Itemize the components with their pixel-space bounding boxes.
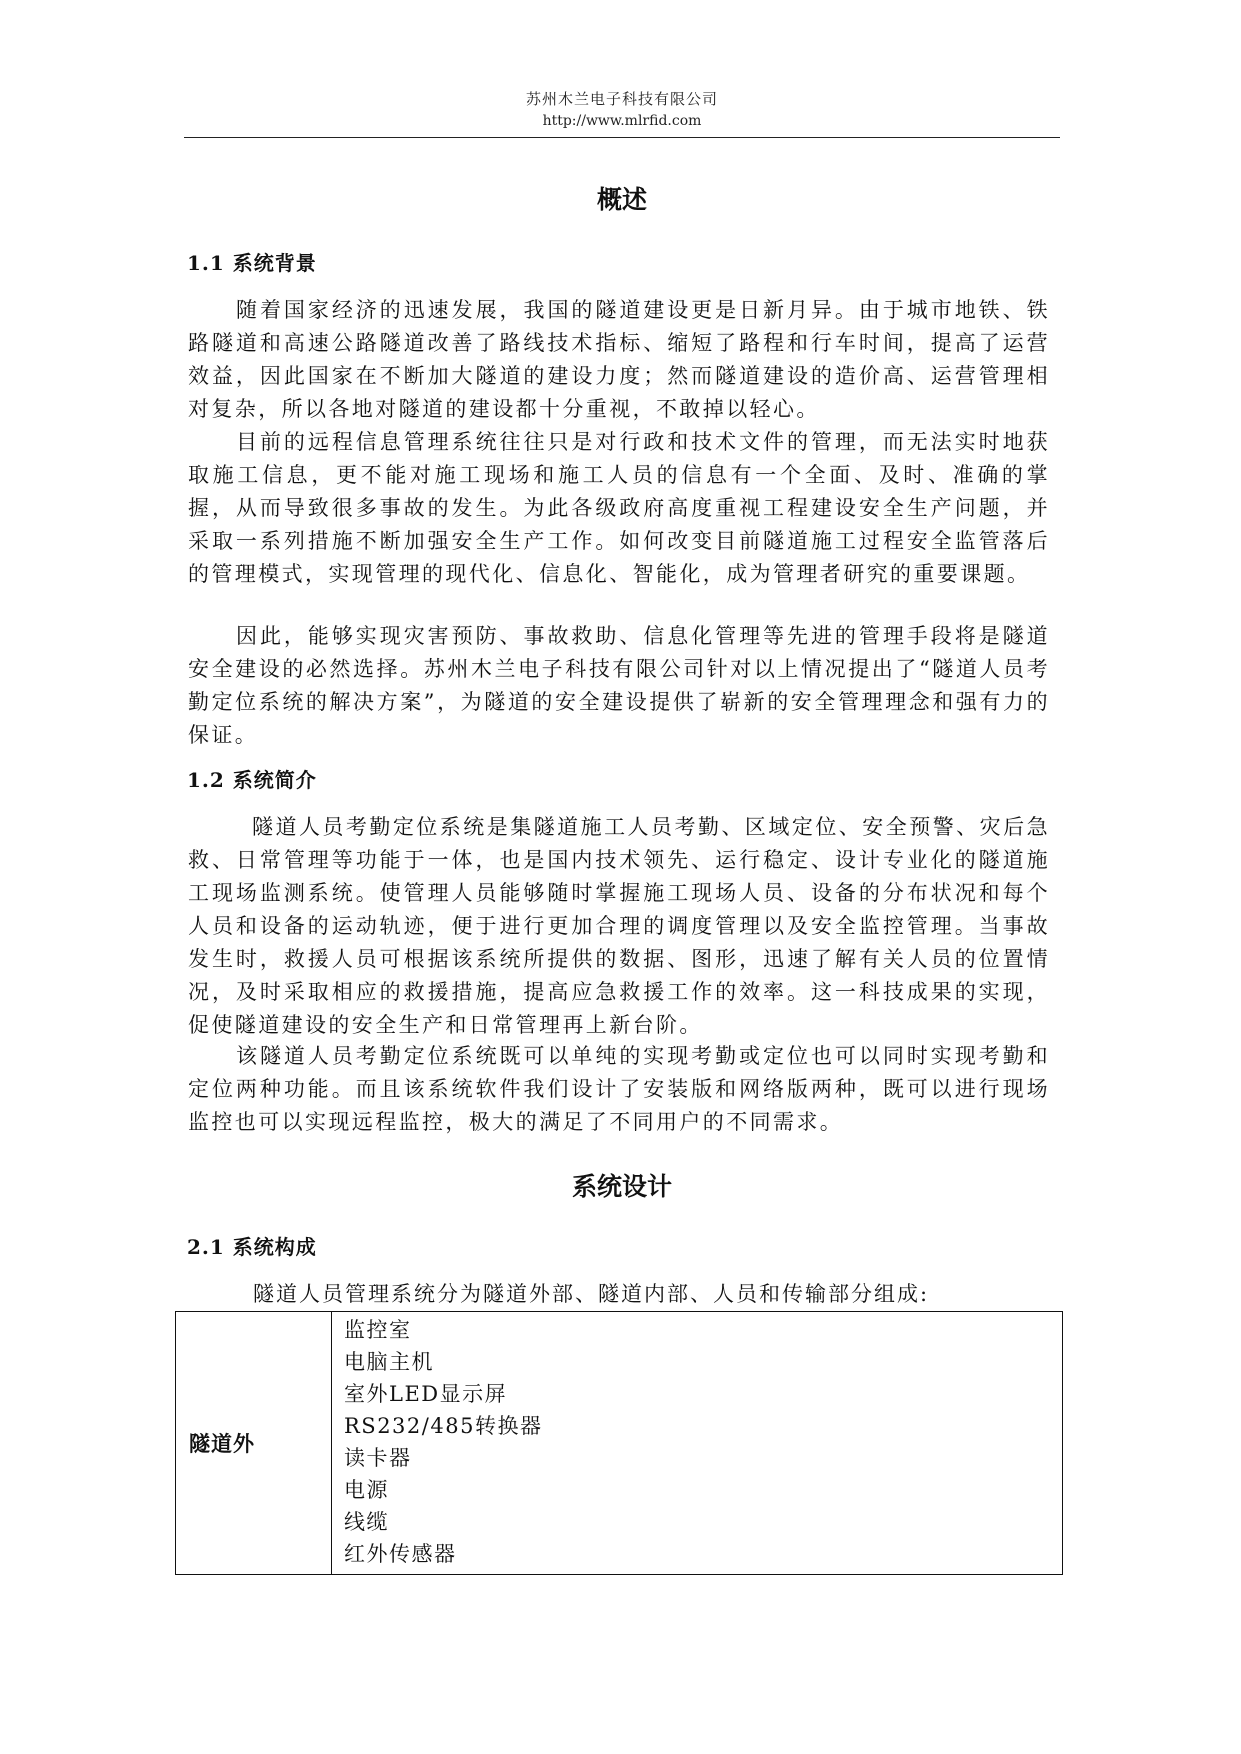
section-1-2-heading: 1.2 系统简介 — [187, 768, 317, 792]
list-item: 监控室 — [344, 1318, 412, 1342]
header-company-name: 苏州木兰电子科技有限公司 — [525, 90, 718, 108]
items-cell — [332, 1312, 1063, 1575]
section-1-2-paragraph: 隧道人员考勤定位系统是集隧道施工人员考勤、区域定位、安全预警、灾后急救、日常管理等功能于一体，也是国内技术领先、运行稳定、设计专业化的隧道施工现场监测系统。使管理人员能够随时掌握施工现场人员、设备的分布状况和每个人员和设备的运动轨迹，便于进行更加合理的调度管理以及安全监控管理。当事故发生时，救援人员可根据该系统所提供的数据、图形，迅速了解有关人员的位置情况，及时采取相应的救援措施，提高应急救援工作的效率。这一科技成果的实现，促使隧道建设的安全生产和日常管理再上新台阶。 — [188, 815, 1050, 1037]
table-row — [176, 1312, 1063, 1575]
composition-table — [175, 1311, 1063, 1575]
section-1-1-paragraph: 目前的远程信息管理系统往往只是对行政和技术文件的管理，而无法实时地获取施工信息，更不能对施工现场和施工人员的信息有一个全面、及时、准确的掌握，从而导致很多事故的发生。为此各级政府高度重视工程建设安全生产问题，并采取一系列措施不断加强安全生产工作。如何改变目前隧道施工过程安全监管落后的管理模式，实现管理的现代化、信息化、智能化，成为管理者研究的重要课题。 — [188, 430, 1050, 586]
list-item: 线缆 — [344, 1510, 389, 1534]
section-1-1-heading: 1.1 系统背景 — [187, 251, 317, 275]
section-1-1-paragraph: 随着国家经济的迅速发展，我国的隧道建设更是日新月异。由于城市地铁、铁路隧道和高速公路隧道改善了路线技术指标、缩短了路程和行车时间，提高了运营效益，因此国家在不断加大隧道的建设力度；然而隧道建设的造价高、运营管理相对复杂，所以各地对隧道的建设都十分重视，不敢掉以轻心。 — [188, 298, 1050, 421]
header-url: http://www.mlrfid.com — [542, 113, 702, 129]
section-1-2-paragraph: 该隧道人员考勤定位系统既可以单纯的实现考勤或定位也可以同时实现考勤和定位两种功能。而且该系统软件我们设计了安装版和网络版两种，既可以进行现场监控也可以实现远程监控，极大的满足了不同用户的不同需求。 — [188, 1044, 1050, 1134]
design-title: 系统设计 — [571, 1172, 672, 1201]
list-item: 红外传感器 — [344, 1542, 457, 1566]
header-divider — [184, 137, 1060, 138]
section-1-1-paragraph: 因此，能够实现灾害预防、事故救助、信息化管理等先进的管理手段将是隧道安全建设的必然选择。苏州木兰电子科技有限公司针对以上情况提出了“隧道人员考勤定位系统的解决方案”，为隧道的安全建设提供了崭新的安全管理理念和强有力的保证。 — [188, 624, 1050, 747]
category-cell: 隧道外 — [176, 1312, 332, 1575]
list-item: 读卡器 — [344, 1446, 412, 1470]
composition-intro: 隧道人员管理系统分为隧道外部、隧道内部、人员和传输部分组成: — [253, 1282, 930, 1306]
list-item: 电脑主机 — [344, 1350, 434, 1374]
list-item: 电源 — [344, 1478, 389, 1502]
list-item: RS232/485转换器 — [344, 1414, 543, 1438]
section-2-1-heading: 2.1 系统构成 — [187, 1235, 317, 1259]
overview-title: 概述 — [596, 185, 647, 214]
list-item: 室外LED显示屏 — [344, 1382, 508, 1406]
